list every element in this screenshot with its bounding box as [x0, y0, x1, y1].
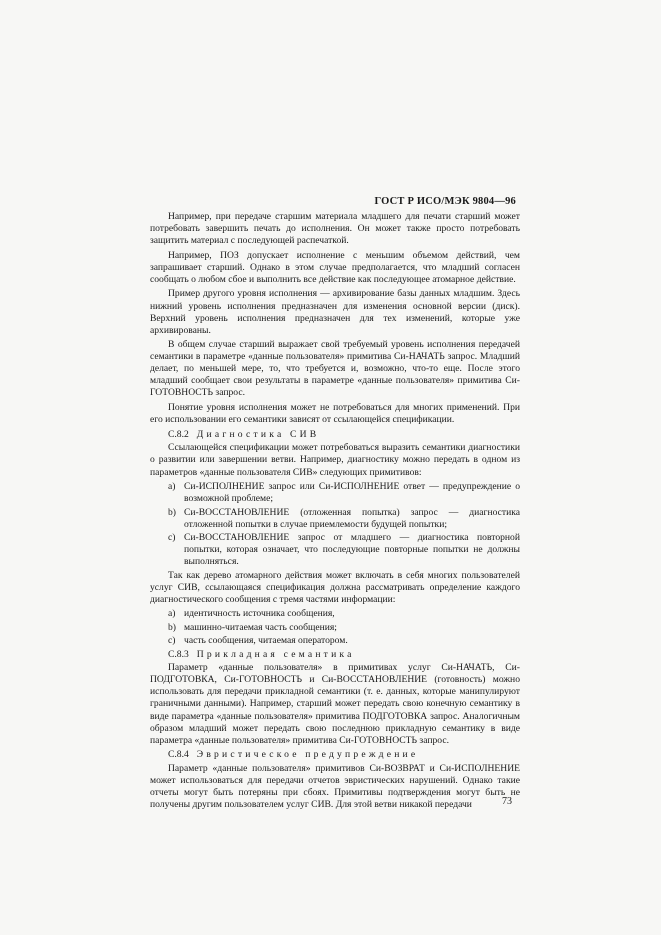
- list-item: [150, 532, 520, 568]
- document-body: [150, 211, 520, 814]
- section-number: С.8.4: [168, 749, 189, 761]
- list-item-text: Си-ИСПОЛНЕНИЕ запрос или Си-ИСПОЛНЕНИЕ ответ — предупреждение о возможной проблеме;: [184, 481, 520, 505]
- list-item-text: Си-ВОССТАНОВЛЕНИЕ (отложенная попытка) запрос — диагностика отложенной попытки в случае приемлемости будущей попытки;: [184, 506, 520, 530]
- paragraph: Ссылающейся спецификации может потребоваться выразить семантики диагностики о развитии или завершении ветви. Например, диагностику можно передать в одном из параметров «данные пользователя СИВ» следующих примитивов:: [150, 442, 520, 478]
- list-item-text: машинно-читаемая часть сообщения;: [184, 621, 337, 633]
- list-marker: b): [168, 621, 176, 633]
- list-marker: a): [168, 481, 176, 493]
- list-item: [150, 635, 520, 647]
- paragraph: Понятие уровня исполнения может не потребоваться для многих применений. При его использовании его семантики зависят от ссылающейся спецификации.: [150, 402, 520, 426]
- list-item: [150, 507, 520, 531]
- list-item-text: часть сообщения, читаемая оператором.: [184, 635, 348, 647]
- list-marker: c): [168, 532, 176, 544]
- section-number: С.8.2: [168, 428, 189, 440]
- list-item: [150, 608, 520, 620]
- paragraph: Например, при передаче старшим материала младшего для печати старший может потребовать завершить печать до исполнения. Он может также просто потребовать защитить материал с последующей распечаткой.: [150, 211, 520, 247]
- section-title: Прикладная семантика: [196, 648, 355, 660]
- section-heading: [150, 429, 520, 441]
- paragraph: Пример другого уровня исполнения — архивирование базы данных младшим. Здесь нижний уровень исполнения предназначен для изменения основной версии (диск). Верхний уровень исполнения предназначен для тех изменений, которые уже архивированы.: [150, 288, 520, 336]
- paragraph: Например, ПОЗ допускает исполнение с меньшим объемом действий, чем запрашивает старший. Однако в этом случае предполагается, что младший согласен сообщать о любом сбое и выполнить все действие как последующее атомарное действие.: [150, 249, 520, 285]
- paragraph: Так как дерево атомарного действия может включать в себя многих пользователей услуг СИВ, ссылающаяся спецификация должна рассматривать определение каждого диагностического сообщения с тремя частями информации:: [150, 569, 520, 605]
- section-heading: [150, 649, 520, 661]
- section-title: Эвристическое предупреждение: [196, 749, 419, 761]
- page-number: 73: [502, 796, 512, 807]
- list-item: [150, 622, 520, 634]
- standard-header: ГОСТ Р ИСО/МЭК 9804—96: [374, 196, 516, 207]
- list-marker: a): [168, 608, 176, 620]
- list-marker: c): [168, 635, 176, 647]
- paragraph: В общем случае старший выражает свой требуемый уровень исполнения передачей семантики в параметре «данные пользователя» примитива Си-НАЧАТЬ запрос. Младший делает, по меньшей мере, то, что требуется и, возможно, что-то еще. После этого младший сообщает свои результаты в параметре «данные пользователя» примитива Си-ГОТОВНОСТЬ запрос.: [150, 339, 520, 399]
- section-title: Диагностика СИВ: [196, 428, 320, 440]
- paragraph: Параметр «данные пользователя» примитивов Си-ВОЗВРАТ и Си-ИСПОЛНЕНИЕ может использоваться для передачи отчетов эвристических нарушений. Однако такие отчеты могут быть потеряны при сбоях. Примитивы подтверждения могут быть не получены другим пользователем услуг СИВ. Для этой ветви никакой передачи: [150, 762, 520, 811]
- section-heading: [150, 749, 520, 761]
- section-number: С.8.3: [168, 648, 189, 660]
- list-marker: b): [168, 506, 176, 518]
- paragraph: Параметр «данные пользователя» в примитивах услуг Си-НАЧАТЬ, Си-ПОДГОТОВКА, Си-ГОТОВНОСТЬ и Си-ВОССТАНОВЛЕНИЕ (готовность) можно использовать для передачи прикладной семантики (т. е. данных, которые манипулируют граничными данными). Например, старший может передать свою конечную семантику в виде параметра «данные пользователя» примитива ПОДГОТОВКА запрос. Аналогичным образом младший может передать свою последнюю прикладную семантику в виде параметра «данные пользователя» примитива Си-ГОТОВНОСТЬ запрос.: [150, 662, 520, 746]
- list-item-text: Си-ВОССТАНОВЛЕНИЕ запрос от младшего — диагностика повторной попытки, которая означает, что последующие повторные попытки не должны выполняться.: [184, 532, 520, 568]
- list-item-text: идентичность источника сообщения,: [184, 608, 335, 620]
- list-item: [150, 481, 520, 505]
